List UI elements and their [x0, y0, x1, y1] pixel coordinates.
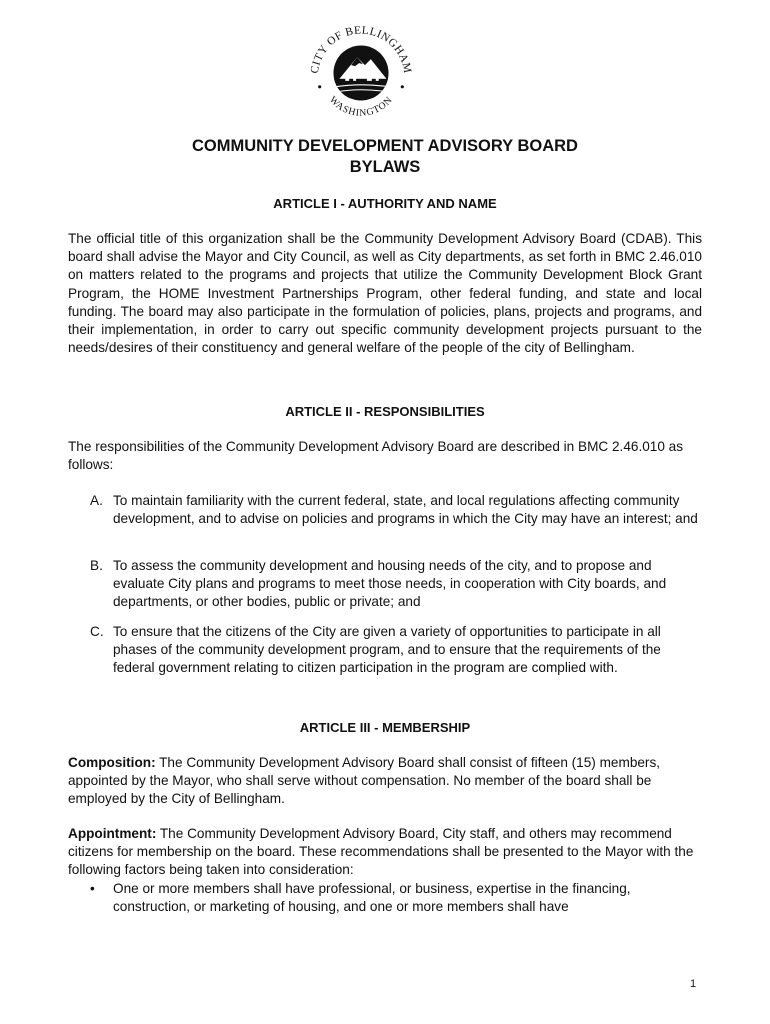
article-3-heading: ARTICLE III - MEMBERSHIP — [299, 720, 471, 735]
city-seal-logo — [302, 14, 420, 132]
composition-paragraph — [68, 754, 702, 809]
article-1-paragraph: The official title of this organization shall be the Community Development Advisory Board (CDAB). This board shall advise the Mayor and City Council, as well as City departments, as set forth in BMC 2.46.010 on matters related to the programs and projects that utilize the Community Development Block Grant Program, the HOME Investment Partnerships Program, other federal funding, and state and local funding. The board may also participate in the formulation of policies, plans, projects and programs, and their implementation, in order to carry out specific community development projects pursuant to the needs/desires of their constituency and general welfare of the people of the city of Bellingham. — [68, 231, 702, 356]
responsibility-item-b — [90, 557, 702, 612]
responsibility-item-a — [90, 492, 702, 528]
composition-text: The Community Development Advisory Board shall consist of fifteen (15) members, appointed by the Mayor, who shall serve without compensation. No member of the board shall be employed by the City of Bellingham. — [68, 755, 661, 807]
appointment-label: Appointment: — [68, 826, 157, 841]
article-2-heading: ARTICLE II - RESPONSIBILITIES — [285, 404, 485, 419]
list-marker: B. — [90, 558, 103, 573]
appointment-text: The Community Development Advisory Board, City staff, and others may recommend citizens for membership on the board. These recommendations shall be presented to the Mayor with the following factors being taken into consideration: — [68, 826, 694, 878]
title-line-1: COMMUNITY DEVELOPMENT ADVISORY BOARD — [192, 137, 578, 155]
article-1-heading: ARTICLE I - AUTHORITY AND NAME — [273, 196, 497, 211]
appointment-paragraph — [68, 825, 702, 880]
composition-label: Composition: — [68, 755, 156, 770]
appointment-bullet-item — [90, 880, 702, 916]
seal-top-text: CITY OF BELLINGHAM — [308, 24, 414, 75]
bullet-text: One or more members shall have professional, or business, expertise in the financing, construction, or marketing of housing, and one or more members shall have — [113, 881, 631, 915]
page-number: 1 — [690, 978, 697, 990]
title-line-2: BYLAWS — [349, 158, 421, 176]
article-2-intro: The responsibilities of the Community Development Advisory Board are described in BMC 2.46.010 as follows: — [68, 439, 684, 473]
list-marker: A. — [90, 493, 103, 508]
list-marker: C. — [90, 624, 104, 639]
list-item-text: To assess the community development and housing needs of the city, and to propose and evaluate City plans and programs to meet those needs, in cooperation with City boards, and departments, or other bodies, public or private; and — [113, 558, 667, 610]
list-item-text: To maintain familiarity with the current federal, state, and local regulations affecting community development, and to advise on policies and programs in which the City may have an interest; and — [113, 493, 698, 527]
responsibility-item-c — [90, 623, 702, 678]
list-item-text: To ensure that the citizens of the City are given a variety of opportunities to participate in all phases of the community development program, and to ensure that the requirements of the federal government relating to citizen participation in the program are complied with. — [113, 624, 661, 676]
seal-bottom-text: WASHINGTON — [326, 94, 396, 119]
bullet-marker: • — [90, 881, 95, 896]
document-title — [0, 136, 770, 178]
